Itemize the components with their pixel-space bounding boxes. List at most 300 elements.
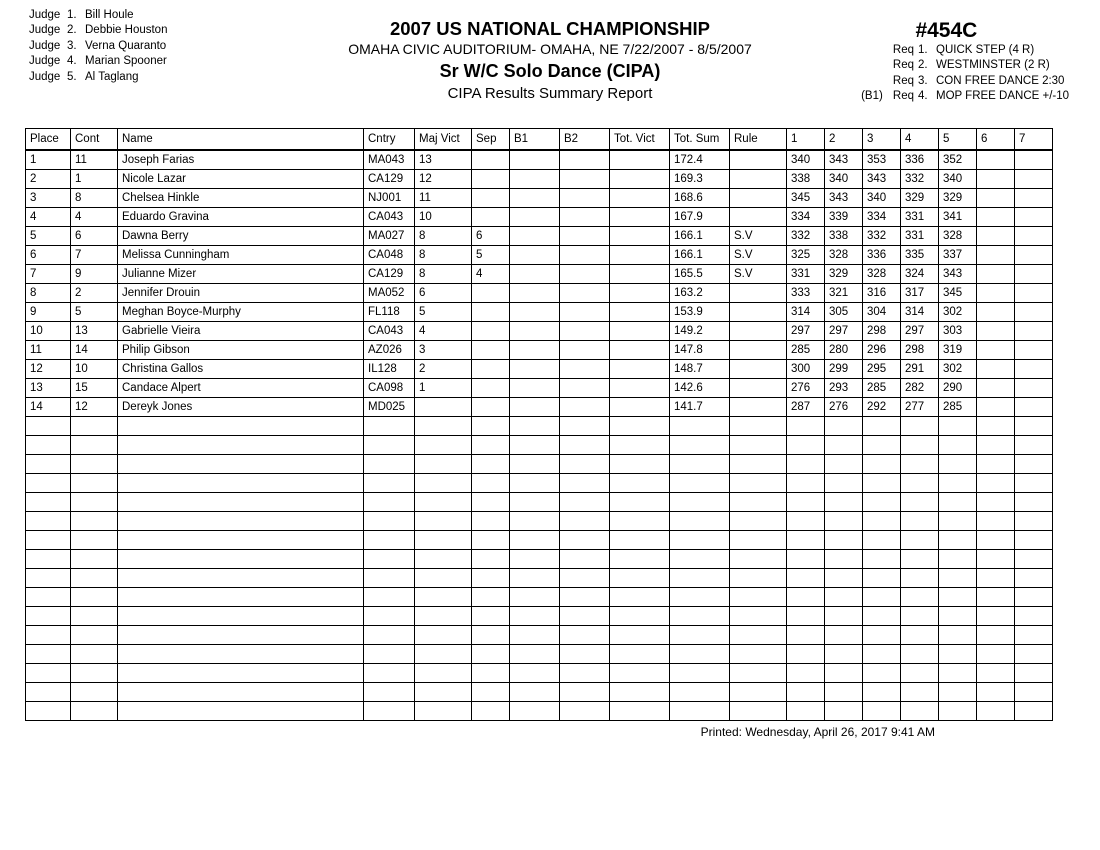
judge-score-cell: 276 bbox=[825, 398, 863, 417]
place-cell: 10 bbox=[26, 322, 71, 341]
empty-cell bbox=[939, 493, 977, 512]
judge-score-cell: 352 bbox=[939, 150, 977, 170]
total-victories-cell bbox=[610, 284, 670, 303]
country-cell: MA043 bbox=[364, 150, 415, 170]
empty-cell bbox=[825, 436, 863, 455]
empty-cell bbox=[977, 683, 1015, 702]
rule-cell bbox=[730, 170, 787, 189]
skater-name-cell: Nicole Lazar bbox=[118, 170, 364, 189]
major-victories-cell: 4 bbox=[415, 322, 472, 341]
empty-cell bbox=[787, 607, 825, 626]
table-row-empty bbox=[26, 588, 1053, 607]
empty-cell bbox=[1015, 474, 1053, 493]
empty-cell bbox=[118, 626, 364, 645]
judge-score-cell: 314 bbox=[901, 303, 939, 322]
skater-name-cell: Eduardo Gravina bbox=[118, 208, 364, 227]
judge-name: Bill Houle bbox=[85, 9, 134, 21]
empty-cell bbox=[1015, 626, 1053, 645]
empty-cell bbox=[901, 455, 939, 474]
requirement-entry bbox=[851, 43, 1086, 58]
table-body bbox=[26, 150, 1053, 721]
empty-cell bbox=[670, 645, 730, 664]
results-table bbox=[25, 128, 1053, 721]
empty-cell bbox=[901, 417, 939, 436]
contestant-number-cell: 2 bbox=[71, 284, 118, 303]
empty-cell bbox=[118, 417, 364, 436]
empty-cell bbox=[71, 550, 118, 569]
empty-cell bbox=[415, 493, 472, 512]
empty-cell bbox=[510, 550, 560, 569]
rule-cell: S.V bbox=[730, 265, 787, 284]
column-header: Sep bbox=[472, 129, 510, 151]
separation-cell bbox=[472, 170, 510, 189]
empty-cell bbox=[610, 455, 670, 474]
judge-score-cell: 328 bbox=[825, 246, 863, 265]
judge-score-cell: 287 bbox=[787, 398, 825, 417]
empty-cell bbox=[560, 607, 610, 626]
empty-cell bbox=[472, 512, 510, 531]
empty-cell bbox=[364, 645, 415, 664]
judge-label: Judge bbox=[29, 55, 61, 68]
empty-cell bbox=[510, 569, 560, 588]
empty-cell bbox=[364, 474, 415, 493]
total-victories-cell bbox=[610, 322, 670, 341]
empty-cell bbox=[118, 664, 364, 683]
separation-cell: 5 bbox=[472, 246, 510, 265]
empty-cell bbox=[118, 683, 364, 702]
table-row-empty bbox=[26, 702, 1053, 721]
contestant-number-cell: 4 bbox=[71, 208, 118, 227]
empty-cell bbox=[1015, 588, 1053, 607]
skater-name-cell: Gabrielle Vieira bbox=[118, 322, 364, 341]
table-row-empty bbox=[26, 550, 1053, 569]
b2-cell bbox=[560, 170, 610, 189]
empty-cell bbox=[730, 645, 787, 664]
empty-cell bbox=[510, 664, 560, 683]
empty-cell bbox=[939, 569, 977, 588]
column-header: B1 bbox=[510, 129, 560, 151]
judge-score-cell: 302 bbox=[939, 303, 977, 322]
empty-cell bbox=[510, 645, 560, 664]
empty-cell bbox=[825, 417, 863, 436]
b2-cell bbox=[560, 303, 610, 322]
column-header: 2 bbox=[825, 129, 863, 151]
empty-cell bbox=[901, 493, 939, 512]
rule-cell bbox=[730, 150, 787, 170]
major-victories-cell: 3 bbox=[415, 341, 472, 360]
empty-cell bbox=[901, 569, 939, 588]
judge-score-cell bbox=[1015, 341, 1053, 360]
major-victories-cell bbox=[415, 398, 472, 417]
empty-cell bbox=[863, 436, 901, 455]
judge-score-cell bbox=[1015, 379, 1053, 398]
empty-cell bbox=[670, 588, 730, 607]
empty-cell bbox=[364, 569, 415, 588]
empty-cell bbox=[730, 702, 787, 721]
rule-cell bbox=[730, 360, 787, 379]
empty-cell bbox=[364, 417, 415, 436]
table-header-row bbox=[26, 129, 1053, 151]
b2-cell bbox=[560, 246, 610, 265]
empty-cell bbox=[730, 664, 787, 683]
b2-cell bbox=[560, 341, 610, 360]
empty-cell bbox=[71, 569, 118, 588]
judge-score-cell bbox=[1015, 150, 1053, 170]
rule-cell bbox=[730, 341, 787, 360]
empty-cell bbox=[670, 455, 730, 474]
empty-cell bbox=[26, 550, 71, 569]
judge-score-cell: 336 bbox=[901, 150, 939, 170]
judge-entry bbox=[29, 70, 167, 85]
empty-cell bbox=[1015, 569, 1053, 588]
judge-score-cell: 302 bbox=[939, 360, 977, 379]
empty-cell bbox=[1015, 664, 1053, 683]
empty-cell bbox=[787, 436, 825, 455]
empty-cell bbox=[560, 550, 610, 569]
b1-cell bbox=[510, 246, 560, 265]
judge-name: Marian Spooner bbox=[85, 55, 167, 68]
empty-cell bbox=[939, 607, 977, 626]
empty-cell bbox=[71, 493, 118, 512]
empty-cell bbox=[415, 683, 472, 702]
rule-cell bbox=[730, 322, 787, 341]
rule-cell bbox=[730, 379, 787, 398]
place-cell: 4 bbox=[26, 208, 71, 227]
judge-score-cell bbox=[977, 265, 1015, 284]
empty-cell bbox=[510, 417, 560, 436]
table-row-empty bbox=[26, 683, 1053, 702]
empty-cell bbox=[510, 474, 560, 493]
empty-cell bbox=[939, 664, 977, 683]
empty-cell bbox=[118, 493, 364, 512]
rule-cell: S.V bbox=[730, 246, 787, 265]
total-victories-cell bbox=[610, 398, 670, 417]
place-cell: 1 bbox=[26, 150, 71, 170]
b1-cell bbox=[510, 284, 560, 303]
place-cell: 9 bbox=[26, 303, 71, 322]
empty-cell bbox=[939, 683, 977, 702]
empty-cell bbox=[670, 607, 730, 626]
empty-cell bbox=[118, 645, 364, 664]
b2-cell bbox=[560, 265, 610, 284]
judge-label: Judge bbox=[29, 70, 61, 83]
table-row-empty bbox=[26, 455, 1053, 474]
empty-cell bbox=[901, 436, 939, 455]
empty-cell bbox=[939, 512, 977, 531]
requirement-text: QUICK STEP (4 R) bbox=[936, 44, 1035, 56]
b2-cell bbox=[560, 322, 610, 341]
contestant-number-cell: 13 bbox=[71, 322, 118, 341]
b1-cell bbox=[510, 379, 560, 398]
contestant-number-cell: 15 bbox=[71, 379, 118, 398]
country-cell: MA027 bbox=[364, 227, 415, 246]
empty-cell bbox=[901, 626, 939, 645]
column-header: 3 bbox=[863, 129, 901, 151]
table-row-empty bbox=[26, 645, 1053, 664]
empty-cell bbox=[71, 512, 118, 531]
b1-cell bbox=[510, 208, 560, 227]
empty-cell bbox=[472, 607, 510, 626]
judge-score-cell bbox=[1015, 246, 1053, 265]
empty-cell bbox=[977, 550, 1015, 569]
separation-cell bbox=[472, 322, 510, 341]
judge-score-cell: 345 bbox=[787, 189, 825, 208]
judge-score-cell: 295 bbox=[863, 360, 901, 379]
judge-score-cell: 338 bbox=[787, 170, 825, 189]
empty-cell bbox=[560, 645, 610, 664]
empty-cell bbox=[560, 588, 610, 607]
empty-cell bbox=[939, 417, 977, 436]
judge-score-cell bbox=[977, 284, 1015, 303]
empty-cell bbox=[863, 512, 901, 531]
total-victories-cell bbox=[610, 341, 670, 360]
major-victories-cell: 6 bbox=[415, 284, 472, 303]
empty-cell bbox=[825, 702, 863, 721]
empty-cell bbox=[71, 474, 118, 493]
table-row bbox=[26, 284, 1053, 303]
requirement-text: WESTMINSTER (2 R) bbox=[936, 59, 1050, 72]
empty-cell bbox=[560, 531, 610, 550]
separation-cell bbox=[472, 398, 510, 417]
major-victories-cell: 10 bbox=[415, 208, 472, 227]
empty-cell bbox=[939, 455, 977, 474]
empty-cell bbox=[825, 493, 863, 512]
judge-score-cell: 291 bbox=[901, 360, 939, 379]
separation-cell bbox=[472, 360, 510, 379]
separation-cell bbox=[472, 341, 510, 360]
empty-cell bbox=[863, 626, 901, 645]
requirement-number: 3. bbox=[918, 74, 928, 87]
empty-cell bbox=[510, 493, 560, 512]
judge-score-cell: 297 bbox=[825, 322, 863, 341]
empty-cell bbox=[977, 436, 1015, 455]
empty-cell bbox=[415, 474, 472, 493]
table-row bbox=[26, 303, 1053, 322]
empty-cell bbox=[901, 512, 939, 531]
empty-cell bbox=[610, 588, 670, 607]
b1-cell bbox=[510, 150, 560, 170]
empty-cell bbox=[415, 531, 472, 550]
table-row bbox=[26, 322, 1053, 341]
empty-cell bbox=[901, 645, 939, 664]
judge-score-cell bbox=[977, 398, 1015, 417]
judge-score-cell: 340 bbox=[863, 189, 901, 208]
judge-score-cell bbox=[977, 360, 1015, 379]
judge-score-cell: 276 bbox=[787, 379, 825, 398]
empty-cell bbox=[939, 550, 977, 569]
judge-score-cell bbox=[1015, 360, 1053, 379]
judge-score-cell: 282 bbox=[901, 379, 939, 398]
skater-name-cell: Jennifer Drouin bbox=[118, 284, 364, 303]
empty-cell bbox=[118, 436, 364, 455]
place-cell: 12 bbox=[26, 360, 71, 379]
empty-cell bbox=[472, 569, 510, 588]
place-cell: 6 bbox=[26, 246, 71, 265]
total-victories-cell bbox=[610, 189, 670, 208]
place-cell: 5 bbox=[26, 227, 71, 246]
table-row-empty bbox=[26, 531, 1053, 550]
empty-cell bbox=[863, 474, 901, 493]
judge-score-cell: 334 bbox=[787, 208, 825, 227]
empty-cell bbox=[787, 531, 825, 550]
empty-cell bbox=[364, 512, 415, 531]
empty-cell bbox=[730, 607, 787, 626]
b2-cell bbox=[560, 360, 610, 379]
column-header: Tot. Sum bbox=[670, 129, 730, 151]
empty-cell bbox=[560, 683, 610, 702]
empty-cell bbox=[71, 588, 118, 607]
judge-score-cell: 353 bbox=[863, 150, 901, 170]
empty-cell bbox=[825, 664, 863, 683]
empty-cell bbox=[472, 531, 510, 550]
judge-score-cell: 305 bbox=[825, 303, 863, 322]
empty-cell bbox=[510, 607, 560, 626]
contestant-number-cell: 8 bbox=[71, 189, 118, 208]
table-row-empty bbox=[26, 626, 1053, 645]
empty-cell bbox=[610, 626, 670, 645]
empty-cell bbox=[787, 626, 825, 645]
column-header: Place bbox=[26, 129, 71, 151]
major-victories-cell: 11 bbox=[415, 189, 472, 208]
empty-cell bbox=[560, 512, 610, 531]
empty-cell bbox=[118, 550, 364, 569]
empty-cell bbox=[610, 474, 670, 493]
b2-cell bbox=[560, 189, 610, 208]
empty-cell bbox=[1015, 531, 1053, 550]
total-victories-cell bbox=[610, 227, 670, 246]
empty-cell bbox=[977, 607, 1015, 626]
rule-cell bbox=[730, 208, 787, 227]
event-code: #454C bbox=[915, 19, 978, 42]
place-cell: 2 bbox=[26, 170, 71, 189]
separation-cell: 4 bbox=[472, 265, 510, 284]
judge-score-cell: 340 bbox=[939, 170, 977, 189]
empty-cell bbox=[364, 626, 415, 645]
requirement-text: MOP FREE DANCE +/-10 bbox=[936, 90, 1070, 103]
empty-cell bbox=[977, 588, 1015, 607]
empty-cell bbox=[560, 474, 610, 493]
judge-score-cell: 280 bbox=[825, 341, 863, 360]
table-row-empty bbox=[26, 474, 1053, 493]
empty-cell bbox=[510, 626, 560, 645]
title-block bbox=[300, 18, 800, 104]
judge-score-cell bbox=[977, 341, 1015, 360]
empty-cell bbox=[118, 512, 364, 531]
empty-cell bbox=[610, 493, 670, 512]
empty-cell bbox=[364, 607, 415, 626]
table-row-empty bbox=[26, 436, 1053, 455]
column-header: Cont bbox=[71, 129, 118, 151]
judge-score-cell: 335 bbox=[901, 246, 939, 265]
empty-cell bbox=[472, 550, 510, 569]
empty-cell bbox=[415, 569, 472, 588]
requirement-entry bbox=[851, 89, 1086, 104]
judge-score-cell bbox=[1015, 208, 1053, 227]
place-cell: 8 bbox=[26, 284, 71, 303]
judge-score-cell: 319 bbox=[939, 341, 977, 360]
empty-cell bbox=[472, 455, 510, 474]
judge-score-cell: 285 bbox=[939, 398, 977, 417]
b1-cell bbox=[510, 341, 560, 360]
judge-score-cell: 296 bbox=[863, 341, 901, 360]
place-cell: 11 bbox=[26, 341, 71, 360]
table-row bbox=[26, 227, 1053, 246]
judge-score-cell: 341 bbox=[939, 208, 977, 227]
empty-cell bbox=[26, 436, 71, 455]
empty-cell bbox=[1015, 702, 1053, 721]
judge-score-cell bbox=[1015, 322, 1053, 341]
empty-cell bbox=[415, 588, 472, 607]
total-victories-cell bbox=[610, 246, 670, 265]
table-row bbox=[26, 150, 1053, 170]
b1-cell bbox=[510, 360, 560, 379]
empty-cell bbox=[1015, 512, 1053, 531]
requirement-number: 1. bbox=[918, 44, 928, 56]
major-victories-cell: 2 bbox=[415, 360, 472, 379]
separation-cell bbox=[472, 150, 510, 170]
empty-cell bbox=[730, 626, 787, 645]
empty-cell bbox=[825, 531, 863, 550]
empty-cell bbox=[977, 626, 1015, 645]
judge-score-cell: 300 bbox=[787, 360, 825, 379]
total-sum-cell: 172.4 bbox=[670, 150, 730, 170]
judge-score-cell bbox=[1015, 265, 1053, 284]
b1-cell bbox=[510, 398, 560, 417]
judge-label: Judge bbox=[29, 9, 61, 21]
judge-score-cell: 343 bbox=[825, 189, 863, 208]
empty-cell bbox=[901, 588, 939, 607]
skater-name-cell: Candace Alpert bbox=[118, 379, 364, 398]
rule-cell bbox=[730, 303, 787, 322]
empty-cell bbox=[939, 588, 977, 607]
total-victories-cell bbox=[610, 150, 670, 170]
empty-cell bbox=[977, 474, 1015, 493]
judge-score-cell: 285 bbox=[787, 341, 825, 360]
contestant-number-cell: 9 bbox=[71, 265, 118, 284]
empty-cell bbox=[118, 607, 364, 626]
empty-cell bbox=[1015, 417, 1053, 436]
judge-score-cell: 297 bbox=[787, 322, 825, 341]
judge-score-cell bbox=[977, 303, 1015, 322]
empty-cell bbox=[118, 588, 364, 607]
judge-label: Judge bbox=[29, 24, 61, 37]
empty-cell bbox=[560, 664, 610, 683]
total-victories-cell bbox=[610, 360, 670, 379]
judge-entry bbox=[29, 23, 167, 38]
judge-score-cell: 285 bbox=[863, 379, 901, 398]
empty-cell bbox=[939, 702, 977, 721]
table-header bbox=[26, 129, 1053, 151]
empty-cell bbox=[610, 417, 670, 436]
requirement-label: Req bbox=[892, 90, 914, 103]
empty-cell bbox=[472, 474, 510, 493]
judge-score-cell: 333 bbox=[787, 284, 825, 303]
table-row-empty bbox=[26, 512, 1053, 531]
total-victories-cell bbox=[610, 170, 670, 189]
empty-cell bbox=[71, 417, 118, 436]
requirement-label: Req bbox=[892, 44, 914, 56]
country-cell: CA043 bbox=[364, 208, 415, 227]
empty-cell bbox=[472, 683, 510, 702]
empty-cell bbox=[510, 512, 560, 531]
empty-cell bbox=[560, 702, 610, 721]
total-sum-cell: 167.9 bbox=[670, 208, 730, 227]
contestant-number-cell: 14 bbox=[71, 341, 118, 360]
empty-cell bbox=[977, 493, 1015, 512]
requirement-prefix: (B1) bbox=[861, 90, 883, 103]
empty-cell bbox=[415, 702, 472, 721]
empty-cell bbox=[901, 550, 939, 569]
